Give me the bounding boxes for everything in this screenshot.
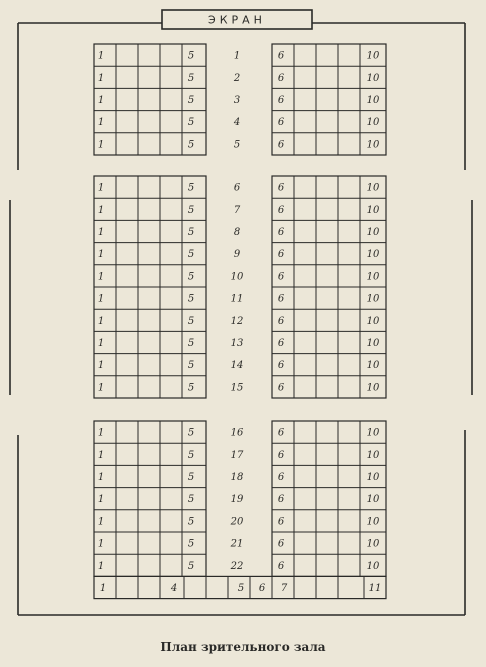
row-number-label: 7 xyxy=(233,204,241,216)
seat-number-label: 10 xyxy=(366,315,380,327)
row-number-label: 2 xyxy=(233,72,241,84)
seat-number-label: 5 xyxy=(187,538,195,550)
seat-number-label: 1 xyxy=(97,449,105,461)
row-number-label: 6 xyxy=(233,182,241,194)
seat-number-label: 10 xyxy=(366,72,380,84)
row-number-label: 16 xyxy=(230,427,244,439)
last-row-seat-label: 1 xyxy=(99,583,107,594)
seat-number-label: 5 xyxy=(187,182,195,194)
seat-number-label: 6 xyxy=(277,139,285,151)
seat-number-label: 5 xyxy=(187,472,195,483)
seat-number-label: 6 xyxy=(277,382,285,394)
seat-number-label: 10 xyxy=(366,472,380,483)
row-number-label: 21 xyxy=(230,538,244,550)
seat-number-label: 5 xyxy=(187,494,195,506)
seat-number-label: 5 xyxy=(187,139,195,151)
seat-number-label: 5 xyxy=(187,382,195,394)
seat-number-label: 5 xyxy=(187,227,195,238)
seat-number-label: 6 xyxy=(277,95,285,106)
row-number-label: 18 xyxy=(230,472,244,483)
row-number-label: 12 xyxy=(230,315,244,327)
row-number-label: 15 xyxy=(230,382,244,394)
last-row-seat-label: 11 xyxy=(368,583,382,594)
seat-number-label: 5 xyxy=(187,117,195,129)
row-number-label: 5 xyxy=(233,139,241,151)
last-row-seat-label: 5 xyxy=(237,583,245,594)
seat-number-label: 6 xyxy=(277,315,285,327)
seat-number-label: 10 xyxy=(366,338,380,349)
last-row-seat-label: 6 xyxy=(258,583,266,594)
row-number-label: 14 xyxy=(230,360,244,372)
seat-number-label: 1 xyxy=(97,249,105,261)
seating xyxy=(94,44,386,599)
seat-number-label: 1 xyxy=(97,95,105,106)
row-number-label: 4 xyxy=(233,117,241,129)
seat-number-label: 5 xyxy=(187,72,195,84)
row-number-label: 17 xyxy=(230,449,244,461)
seat-number-label: 5 xyxy=(187,360,195,372)
seat-number-label: 6 xyxy=(277,560,285,572)
seat-number-label: 10 xyxy=(366,293,380,305)
seat-number-label: 10 xyxy=(366,95,380,106)
seat-number-label: 6 xyxy=(277,538,285,550)
seat-number-label: 1 xyxy=(97,338,105,349)
seat-number-label: 1 xyxy=(97,293,105,305)
seat-number-label: 1 xyxy=(97,204,105,216)
last-row-seat-label: 7 xyxy=(280,583,288,594)
seat-number-label: 5 xyxy=(187,249,195,261)
seat-number-label: 6 xyxy=(277,449,285,461)
seat-number-label: 1 xyxy=(97,117,105,129)
seat-number-label: 5 xyxy=(187,338,195,349)
row-number-label: 19 xyxy=(230,494,244,506)
seat-number-label: 1 xyxy=(97,315,105,327)
seat-number-label: 6 xyxy=(277,204,285,216)
seat-number-label: 10 xyxy=(366,182,380,194)
seat-number-label: 10 xyxy=(366,204,380,216)
seat-number-label: 6 xyxy=(277,338,285,349)
seat-number-label: 6 xyxy=(277,249,285,261)
seat-number-label: 6 xyxy=(277,227,285,238)
seat-number-label: 10 xyxy=(366,271,380,283)
seat-number-label: 10 xyxy=(366,227,380,238)
seat-number-label: 1 xyxy=(97,538,105,550)
seat-number-label: 10 xyxy=(366,50,380,62)
row-number-label: 13 xyxy=(230,338,244,349)
seat-number-label: 6 xyxy=(277,117,285,129)
seat-number-label: 5 xyxy=(187,427,195,439)
seat-number-label: 1 xyxy=(97,472,105,483)
seat-number-label: 1 xyxy=(97,72,105,84)
row-number-label: 22 xyxy=(230,560,244,572)
seat-number-label: 10 xyxy=(366,360,380,372)
row-number-label: 20 xyxy=(230,516,244,528)
seat-number-label: 1 xyxy=(97,139,105,151)
seat-number-label: 6 xyxy=(277,472,285,483)
seat-number-label: 6 xyxy=(277,427,285,439)
last-row-seat-label: 4 xyxy=(170,583,178,594)
seat-number-label: 5 xyxy=(187,315,195,327)
seat-number-label: 6 xyxy=(277,494,285,506)
seat-number-label: 6 xyxy=(277,516,285,528)
seat-number-label: 10 xyxy=(366,117,380,129)
seat-number-label: 5 xyxy=(187,271,195,283)
seat-number-label: 1 xyxy=(97,360,105,372)
seat-number-label: 1 xyxy=(97,382,105,394)
seat-number-label: 6 xyxy=(277,271,285,283)
seat-number-label: 10 xyxy=(366,494,380,506)
seat-number-label: 10 xyxy=(366,538,380,550)
seat-number-label: 10 xyxy=(366,516,380,528)
seat-number-label: 1 xyxy=(97,271,105,283)
seat-number-label: 1 xyxy=(97,427,105,439)
seat-number-label: 6 xyxy=(277,360,285,372)
screen-label: ЭКРАН xyxy=(208,13,266,27)
plan-caption: План зрительного зала xyxy=(160,640,326,654)
seat-number-label: 1 xyxy=(97,182,105,194)
seat-number-label: 10 xyxy=(366,427,380,439)
row-number-label: 11 xyxy=(230,293,244,305)
seat-number-label: 5 xyxy=(187,95,195,106)
seat-number-label: 5 xyxy=(187,50,195,62)
row-number-label: 1 xyxy=(233,50,241,62)
seat-number-label: 6 xyxy=(277,50,285,62)
seat-number-label: 6 xyxy=(277,293,285,305)
seat-number-label: 5 xyxy=(187,516,195,528)
seat-number-label: 1 xyxy=(97,560,105,572)
seat-number-label: 10 xyxy=(366,560,380,572)
seat-number-label: 6 xyxy=(277,182,285,194)
seat-number-label: 5 xyxy=(187,449,195,461)
seat-number-label: 6 xyxy=(277,72,285,84)
seat-number-label: 10 xyxy=(366,449,380,461)
seat-number-label: 10 xyxy=(366,249,380,261)
seat-number-label: 1 xyxy=(97,227,105,238)
seat-number-label: 5 xyxy=(187,204,195,216)
seat-number-label: 1 xyxy=(97,50,105,62)
seat-number-label: 5 xyxy=(187,560,195,572)
seat-number-label: 10 xyxy=(366,382,380,394)
row-number-label: 3 xyxy=(233,95,241,106)
row-number-label: 9 xyxy=(233,249,241,261)
seat-number-label: 1 xyxy=(97,494,105,506)
seat-number-label: 10 xyxy=(366,139,380,151)
seat-number-label: 1 xyxy=(97,516,105,528)
seat-number-label: 5 xyxy=(187,293,195,305)
row-number-label: 10 xyxy=(230,271,244,283)
row-number-label: 8 xyxy=(233,227,241,238)
